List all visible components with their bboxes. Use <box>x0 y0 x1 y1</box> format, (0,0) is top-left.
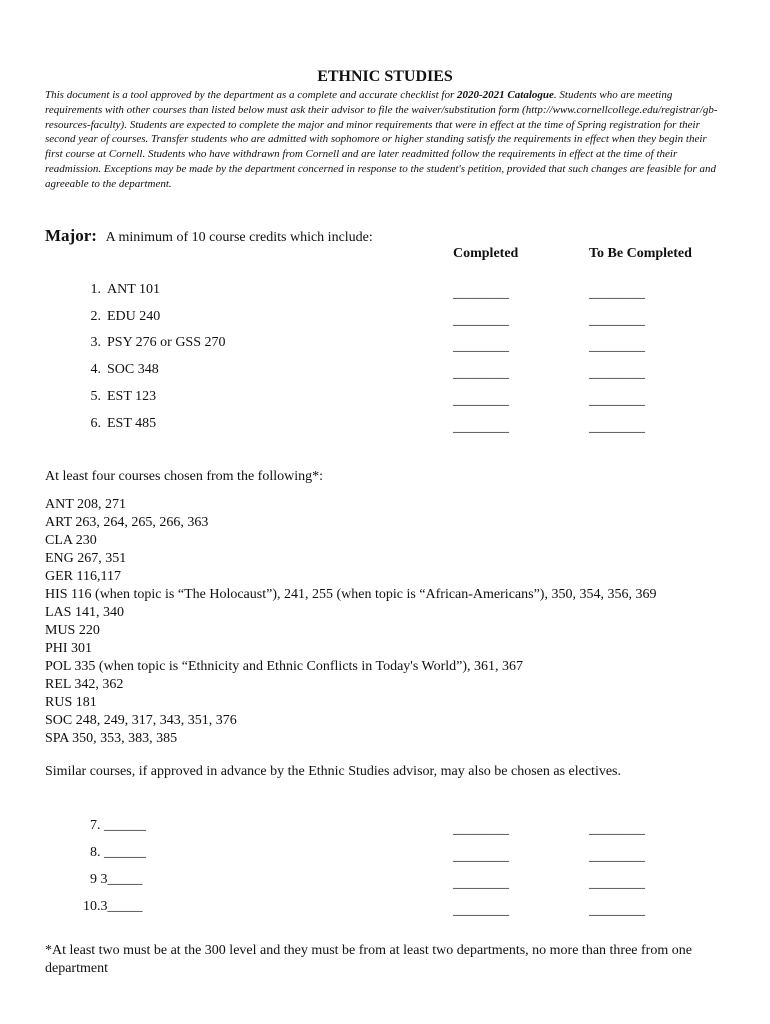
course-name: EST 485 <box>107 416 157 431</box>
course-name: EDU 240 <box>107 309 161 324</box>
completed-blank[interactable]: ________ <box>453 366 509 381</box>
list-item: HIS 116 (when topic is “The Holocaust”), 241, 255 (when topic is “African-Americans”), 350, 354, 356, 369 <box>45 587 657 602</box>
to-be-completed-column-header: To Be Completed <box>589 246 692 261</box>
document-title: ETHNIC STUDIES <box>317 68 453 85</box>
completed-blank[interactable]: ________ <box>453 393 509 408</box>
to-be-completed-blank[interactable]: ________ <box>589 420 645 435</box>
elective-course-list <box>45 496 656 748</box>
similar-courses-note: Similar courses, if approved in advance by the Ethnic Studies advisor, may also be chosen as electives. <box>45 764 622 779</box>
to-be-completed-blank[interactable]: ________ <box>589 876 645 891</box>
list-item: REL 342, 362 <box>45 677 124 692</box>
list-item: POL 335 (when topic is “Ethnicity and Ethnic Conflicts in Today's World”), 361, 367 <box>45 659 524 674</box>
required-course-row <box>79 335 226 351</box>
completed-blank[interactable]: ________ <box>453 313 509 328</box>
required-course-row <box>79 416 156 432</box>
electives-intro: At least four courses chosen from the following*: <box>45 469 323 484</box>
to-be-completed-blank[interactable]: ________ <box>589 849 645 864</box>
intro-paragraph <box>45 88 725 192</box>
major-heading <box>45 226 373 246</box>
intro-text-start: This document is a tool approved by the department as a complete and accurate checklist for <box>45 89 458 101</box>
list-item: GER 116,117 <box>45 569 121 584</box>
required-course-row <box>79 282 160 298</box>
completed-blank[interactable]: ________ <box>453 286 509 301</box>
list-item: ANT 208, 271 <box>45 497 127 512</box>
completed-blank[interactable]: ________ <box>453 339 509 354</box>
to-be-completed-blank[interactable]: ________ <box>589 822 645 837</box>
completed-blank[interactable]: ________ <box>453 822 509 837</box>
row-number: 3. <box>90 335 101 350</box>
row-number: 5. <box>90 389 101 404</box>
to-be-completed-blank[interactable]: ________ <box>589 393 645 408</box>
to-be-completed-blank[interactable]: ________ <box>589 366 645 381</box>
elective-slot[interactable]: 10.3_____ <box>83 899 143 914</box>
elective-slot[interactable]: 9 3_____ <box>90 872 143 887</box>
row-number: 1. <box>90 282 101 297</box>
required-course-row <box>79 389 156 405</box>
completed-blank[interactable]: ________ <box>453 876 509 891</box>
course-name: EST 123 <box>107 389 157 404</box>
catalogue-year: 2020-2021 Catalogue <box>457 89 554 101</box>
course-name: ANT 101 <box>107 282 161 297</box>
elective-slot[interactable]: 8. ______ <box>90 845 146 860</box>
course-name: PSY 276 or GSS 270 <box>107 335 226 350</box>
to-be-completed-blank[interactable]: ________ <box>589 313 645 328</box>
elective-slot[interactable]: 7. ______ <box>90 818 146 833</box>
list-item: ART 263, 264, 265, 266, 363 <box>45 515 209 530</box>
row-number: 6. <box>90 416 101 431</box>
row-number: 2. <box>90 309 101 324</box>
list-item: RUS 181 <box>45 695 97 710</box>
list-item: SPA 350, 353, 383, 385 <box>45 731 178 746</box>
completed-column-header: Completed <box>453 246 519 261</box>
required-course-row <box>79 309 160 325</box>
list-item: MUS 220 <box>45 623 100 638</box>
list-item: ENG 267, 351 <box>45 551 127 566</box>
course-name: SOC 348 <box>107 362 159 377</box>
list-item: CLA 230 <box>45 533 97 548</box>
required-course-row <box>79 362 159 378</box>
list-item: SOC 248, 249, 317, 343, 351, 376 <box>45 713 237 728</box>
to-be-completed-blank[interactable]: ________ <box>589 286 645 301</box>
intro-text-end: . Students who are meeting requirements with other courses than listed below must ask their advisor to file the waiver/substitution form (http://www.cornellcollege.edu/registrar/gb-resources-faculty). Students are expected to complete the major and minor requirements that were in effect at the time of Spring registration for their second year of courses. Transfer students who are admitted with sophomore or higher standing satisfy the requirements in effect when they begin their first course at Cornell. Students who have withdrawn from Cornell and are later readmitted follow the requirements in effect at the time of their readmission. Exceptions may be made by the department concerned in response to the student's petition, provided that such changes are feasible for and agreeable to the department. <box>45 89 718 190</box>
major-description: A minimum of 10 course credits which include: <box>105 230 373 245</box>
to-be-completed-blank[interactable]: ________ <box>589 903 645 918</box>
completed-blank[interactable]: ________ <box>453 903 509 918</box>
footnote: *At least two must be at the 300 level and they must be from at least two departments, no more than three from one department <box>45 943 692 976</box>
row-number: 4. <box>90 362 101 377</box>
list-item: PHI 301 <box>45 641 93 656</box>
completed-blank[interactable]: ________ <box>453 849 509 864</box>
major-label: Major: <box>45 226 97 245</box>
completed-blank[interactable]: ________ <box>453 420 509 435</box>
list-item: LAS 141, 340 <box>45 605 124 620</box>
to-be-completed-blank[interactable]: ________ <box>589 339 645 354</box>
